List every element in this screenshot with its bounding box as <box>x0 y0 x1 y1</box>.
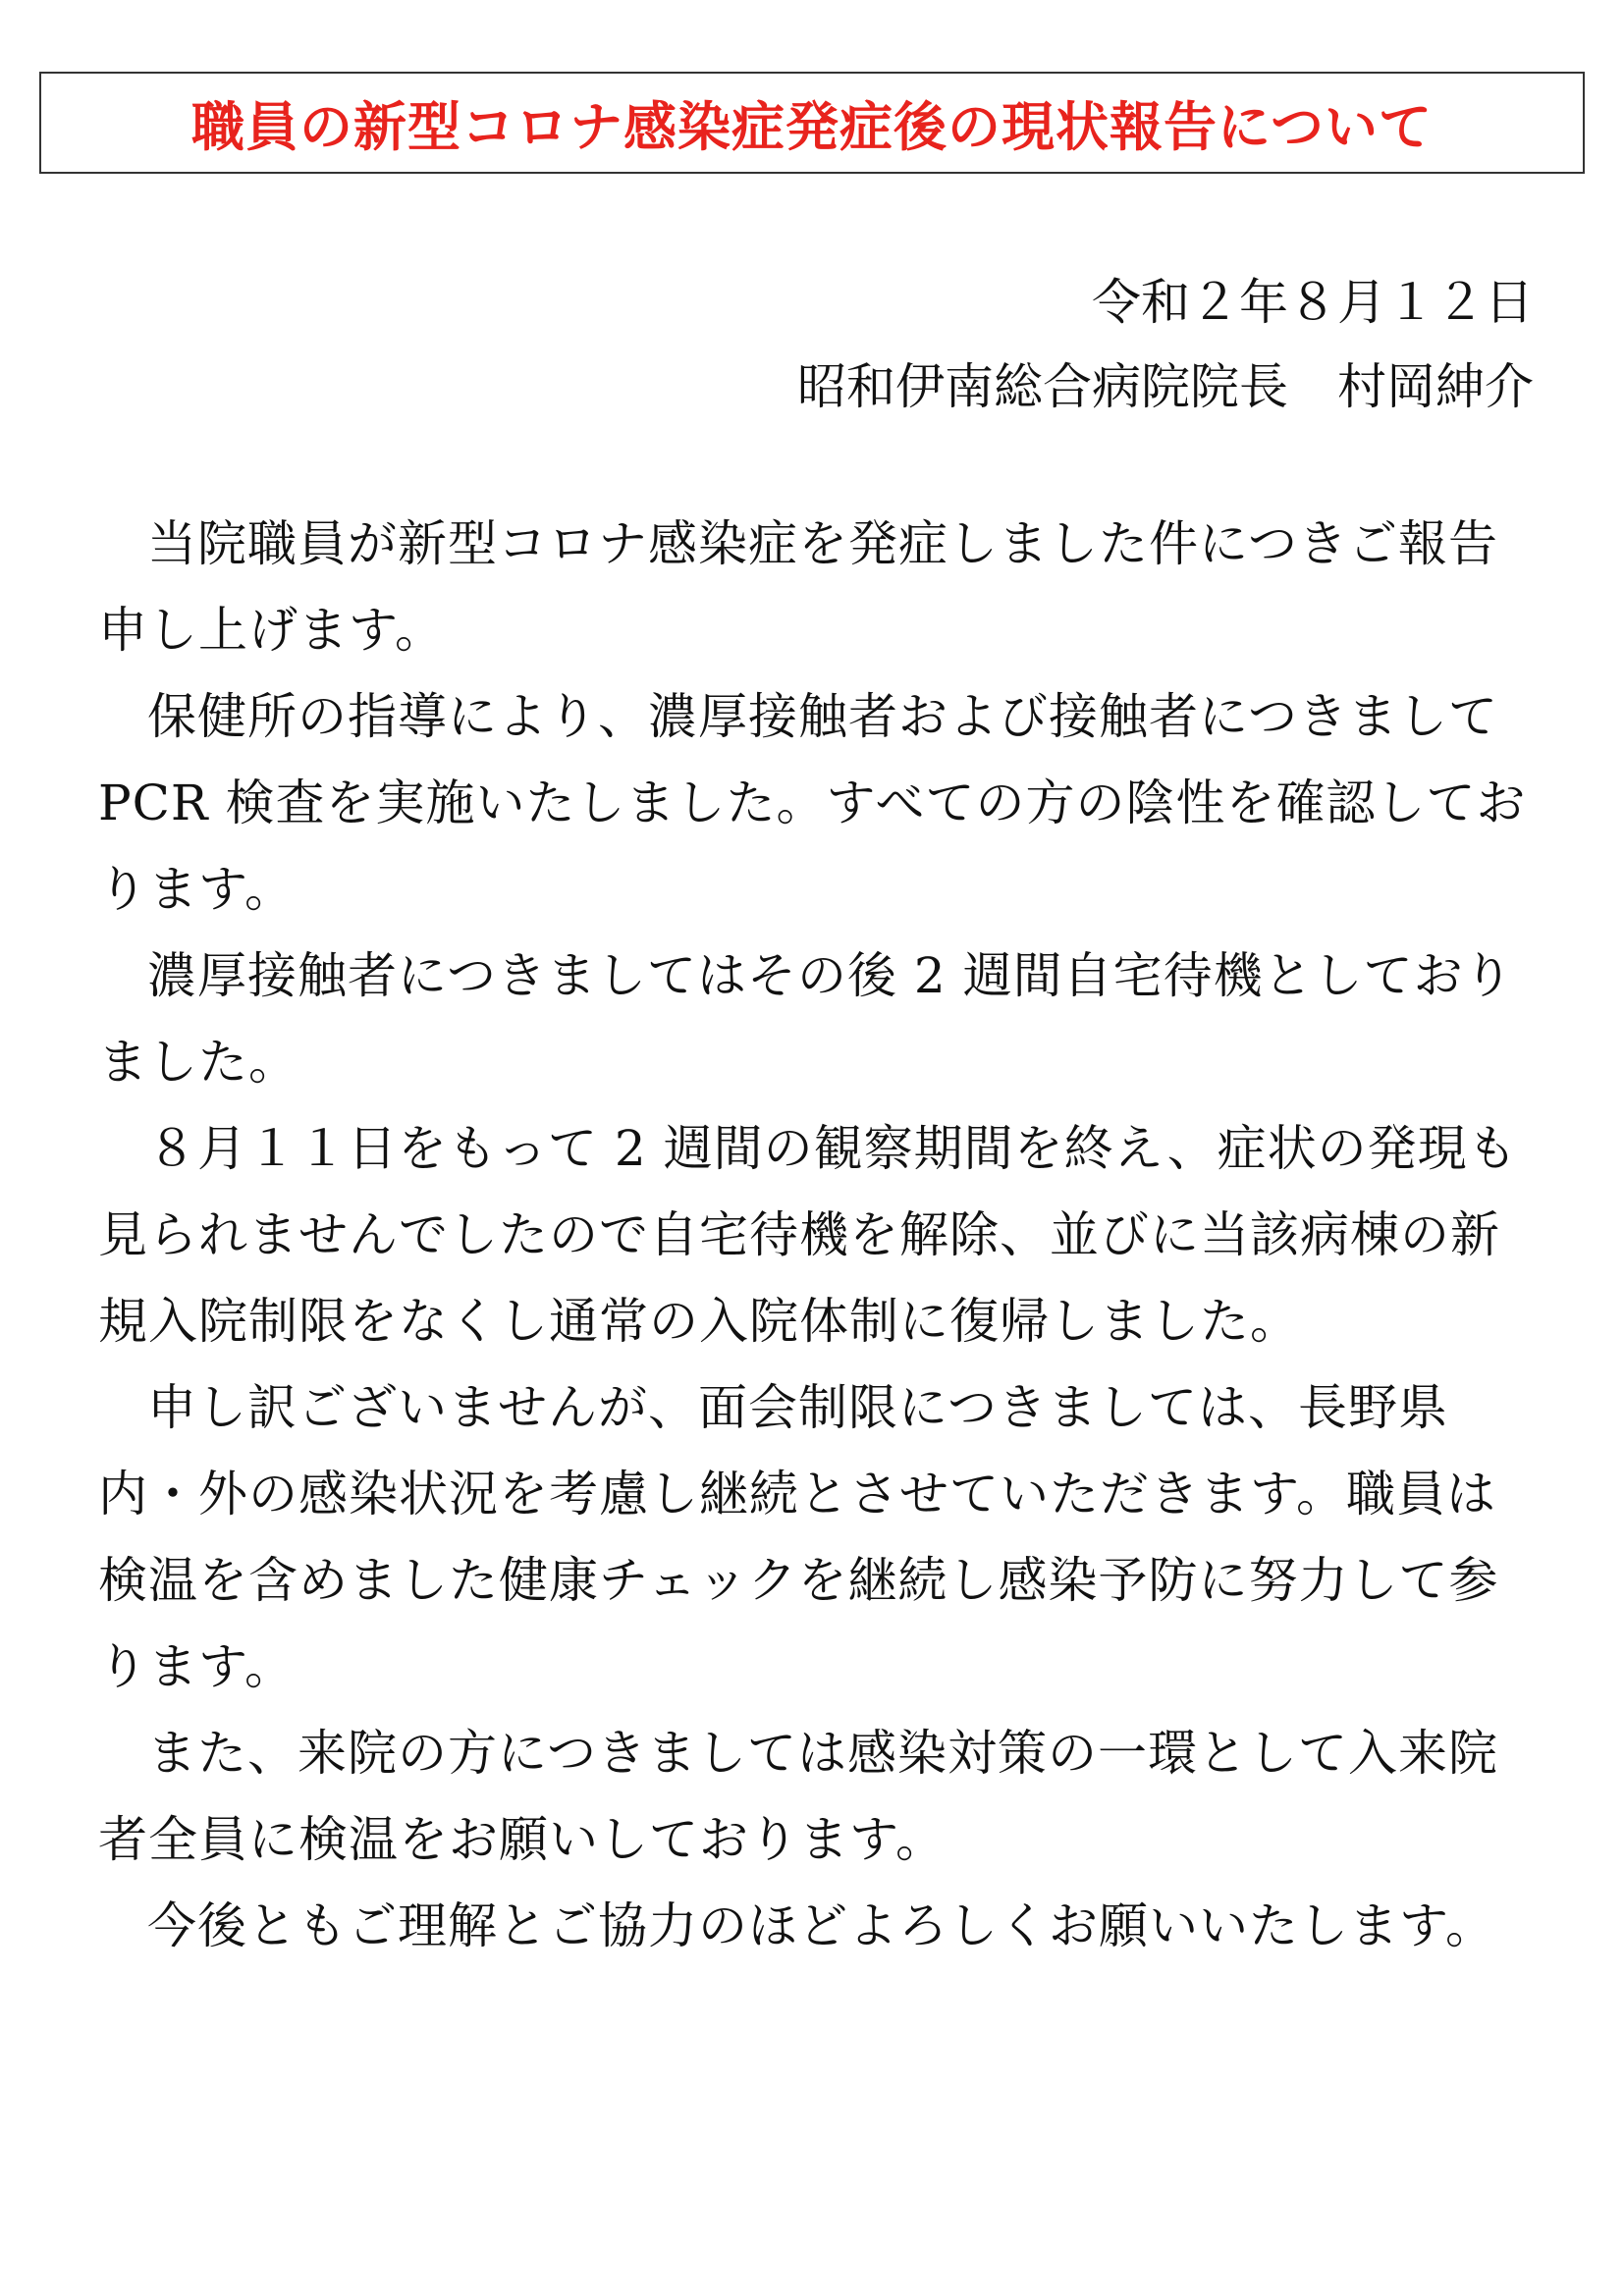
paragraph-2: 保健所の指導により、濃厚接触者および接触者につきまして PCR 検査を実施いたしました。すべての方の陰性を確認しております。 <box>98 688 1527 918</box>
document-body <box>98 501 1542 1969</box>
paragraph-1: 当院職員が新型コロナ感染症を発症しました件につきご報告申し上げます。 <box>98 515 1498 659</box>
document-author: 昭和伊南総合病院院長 村岡紳介 <box>797 358 1534 415</box>
document-date: 令和２年８月１２日 <box>1092 274 1534 331</box>
page-title: 職員の新型コロナ感染症発症後の現状報告について <box>191 95 1433 158</box>
title-box <box>39 72 1585 174</box>
paragraph-6: また、来院の方につきましては感染対策の一環として入来院者全員に検温をお願いしております。 <box>98 1725 1498 1868</box>
paragraph-7: 今後ともご理解とご協力のほどよろしくお願いいたします。 <box>147 1897 1495 1954</box>
paragraph-4: ８月１１日をもって 2 週間の観察期間を終え、症状の発現も見られませんでしたので自宅待機を解除、並びに当該病棟の新規入院制限をなくし通常の入院体制に復帰しました。 <box>98 1120 1518 1350</box>
document-meta <box>797 260 1534 429</box>
paragraph-3: 濃厚接触者につきましてはその後 2 週間自宅待機としておりました。 <box>98 947 1514 1091</box>
paragraph-5: 申し訳ございませんが、面会制限につきましては、長野県内・外の感染状況を考慮し継続とさせていただきます。職員は検温を含めました健康チェックを継続し感染予防に努力して参ります。 <box>98 1379 1499 1695</box>
